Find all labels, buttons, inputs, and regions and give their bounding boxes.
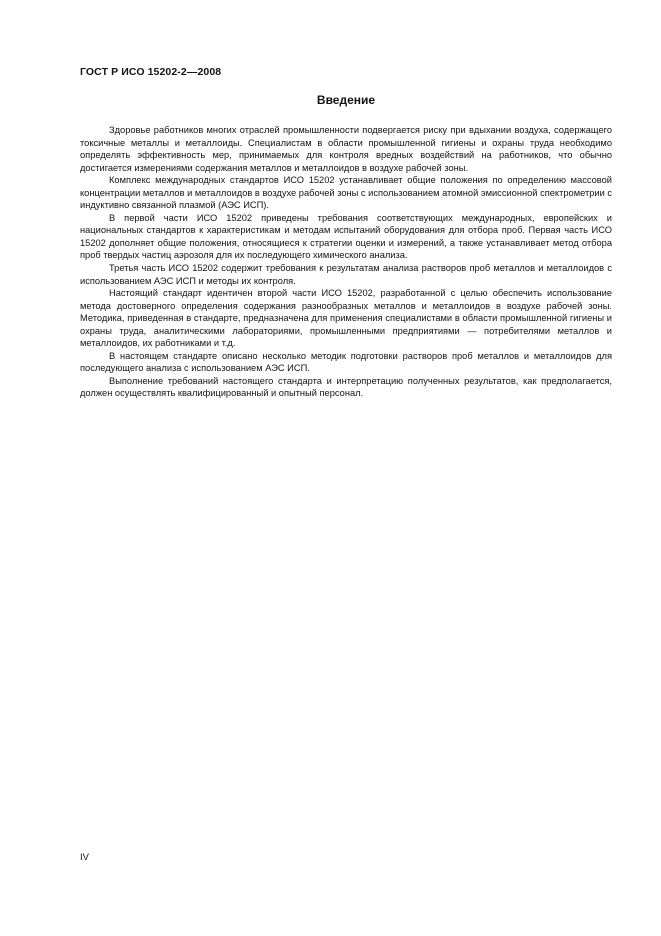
paragraph-7: Выполнение требований настоящего стандарта и интерпретацию полученных результатов, как предполагается, должен осуществлять квалифицированный и опытный персонал. xyxy=(80,375,612,399)
document-header: ГОСТ Р ИСО 15202-2—2008 xyxy=(80,66,222,78)
paragraph-1: Здоровье работников многих отраслей промышленности подвергается риску при вдыхании воздуха, содержащего токсичные металлы и металлоиды. Специалистам в области промышленной гигиены и охраны труда необходимо определять эффективность мер, принимаемых для контроля вредных воздействий на работников, что обычно достигается измерениями содержания металлов и металлоидов в воздухе рабочей зоны. xyxy=(80,125,612,173)
paragraph-5: Настоящий стандарт идентичен второй части ИСО 15202, разработанной с целью обеспечить использование метода достоверного определения содержания разнообразных металлов и металлоидов в воздухе рабочей зоны. Методика, приведенная в стандарте, предназначена для применения специалистами в области промышленной гигиены и охраны труда, аналитическими лабораториями, промышленными предприятиями — потребителями металлов и металлоидов, их работниками и т.д. xyxy=(80,288,612,349)
page-number: IV xyxy=(80,852,89,863)
introduction-body xyxy=(80,124,612,400)
paragraph-3: В первой части ИСО 15202 приведены требования соответствующих международных, европейских и национальных стандартов к характеристикам и методам испытаний оборудования для отбора проб. Первая часть ИСО 15202 дополняет общие положения, относящиеся к стратегии оценки и измерений, а также устанавливает метод отбора проб твердых частиц аэрозоля для их последующего химического анализа. xyxy=(80,212,612,261)
paragraph-4: Третья часть ИСО 15202 содержит требования к результатам анализа растворов проб металлов и металлоидов с использованием АЭС ИСП и методы их контроля. xyxy=(80,263,612,286)
section-title: Введение xyxy=(316,93,376,107)
paragraph-6: В настоящем стандарте описано несколько методик подготовки растворов проб металлов и металлоидов для последующего анализа с использованием АЭС ИСП. xyxy=(80,350,612,374)
paragraph-2: Комплекс международных стандартов ИСО 15202 устанавливает общие положения по определению массовой концентрации металлов и металлоидов в воздухе рабочей зоны с использованием атомной эмиссионной спектрометрии с индуктивно связанной плазмой (АЭС ИСП). xyxy=(80,175,612,211)
